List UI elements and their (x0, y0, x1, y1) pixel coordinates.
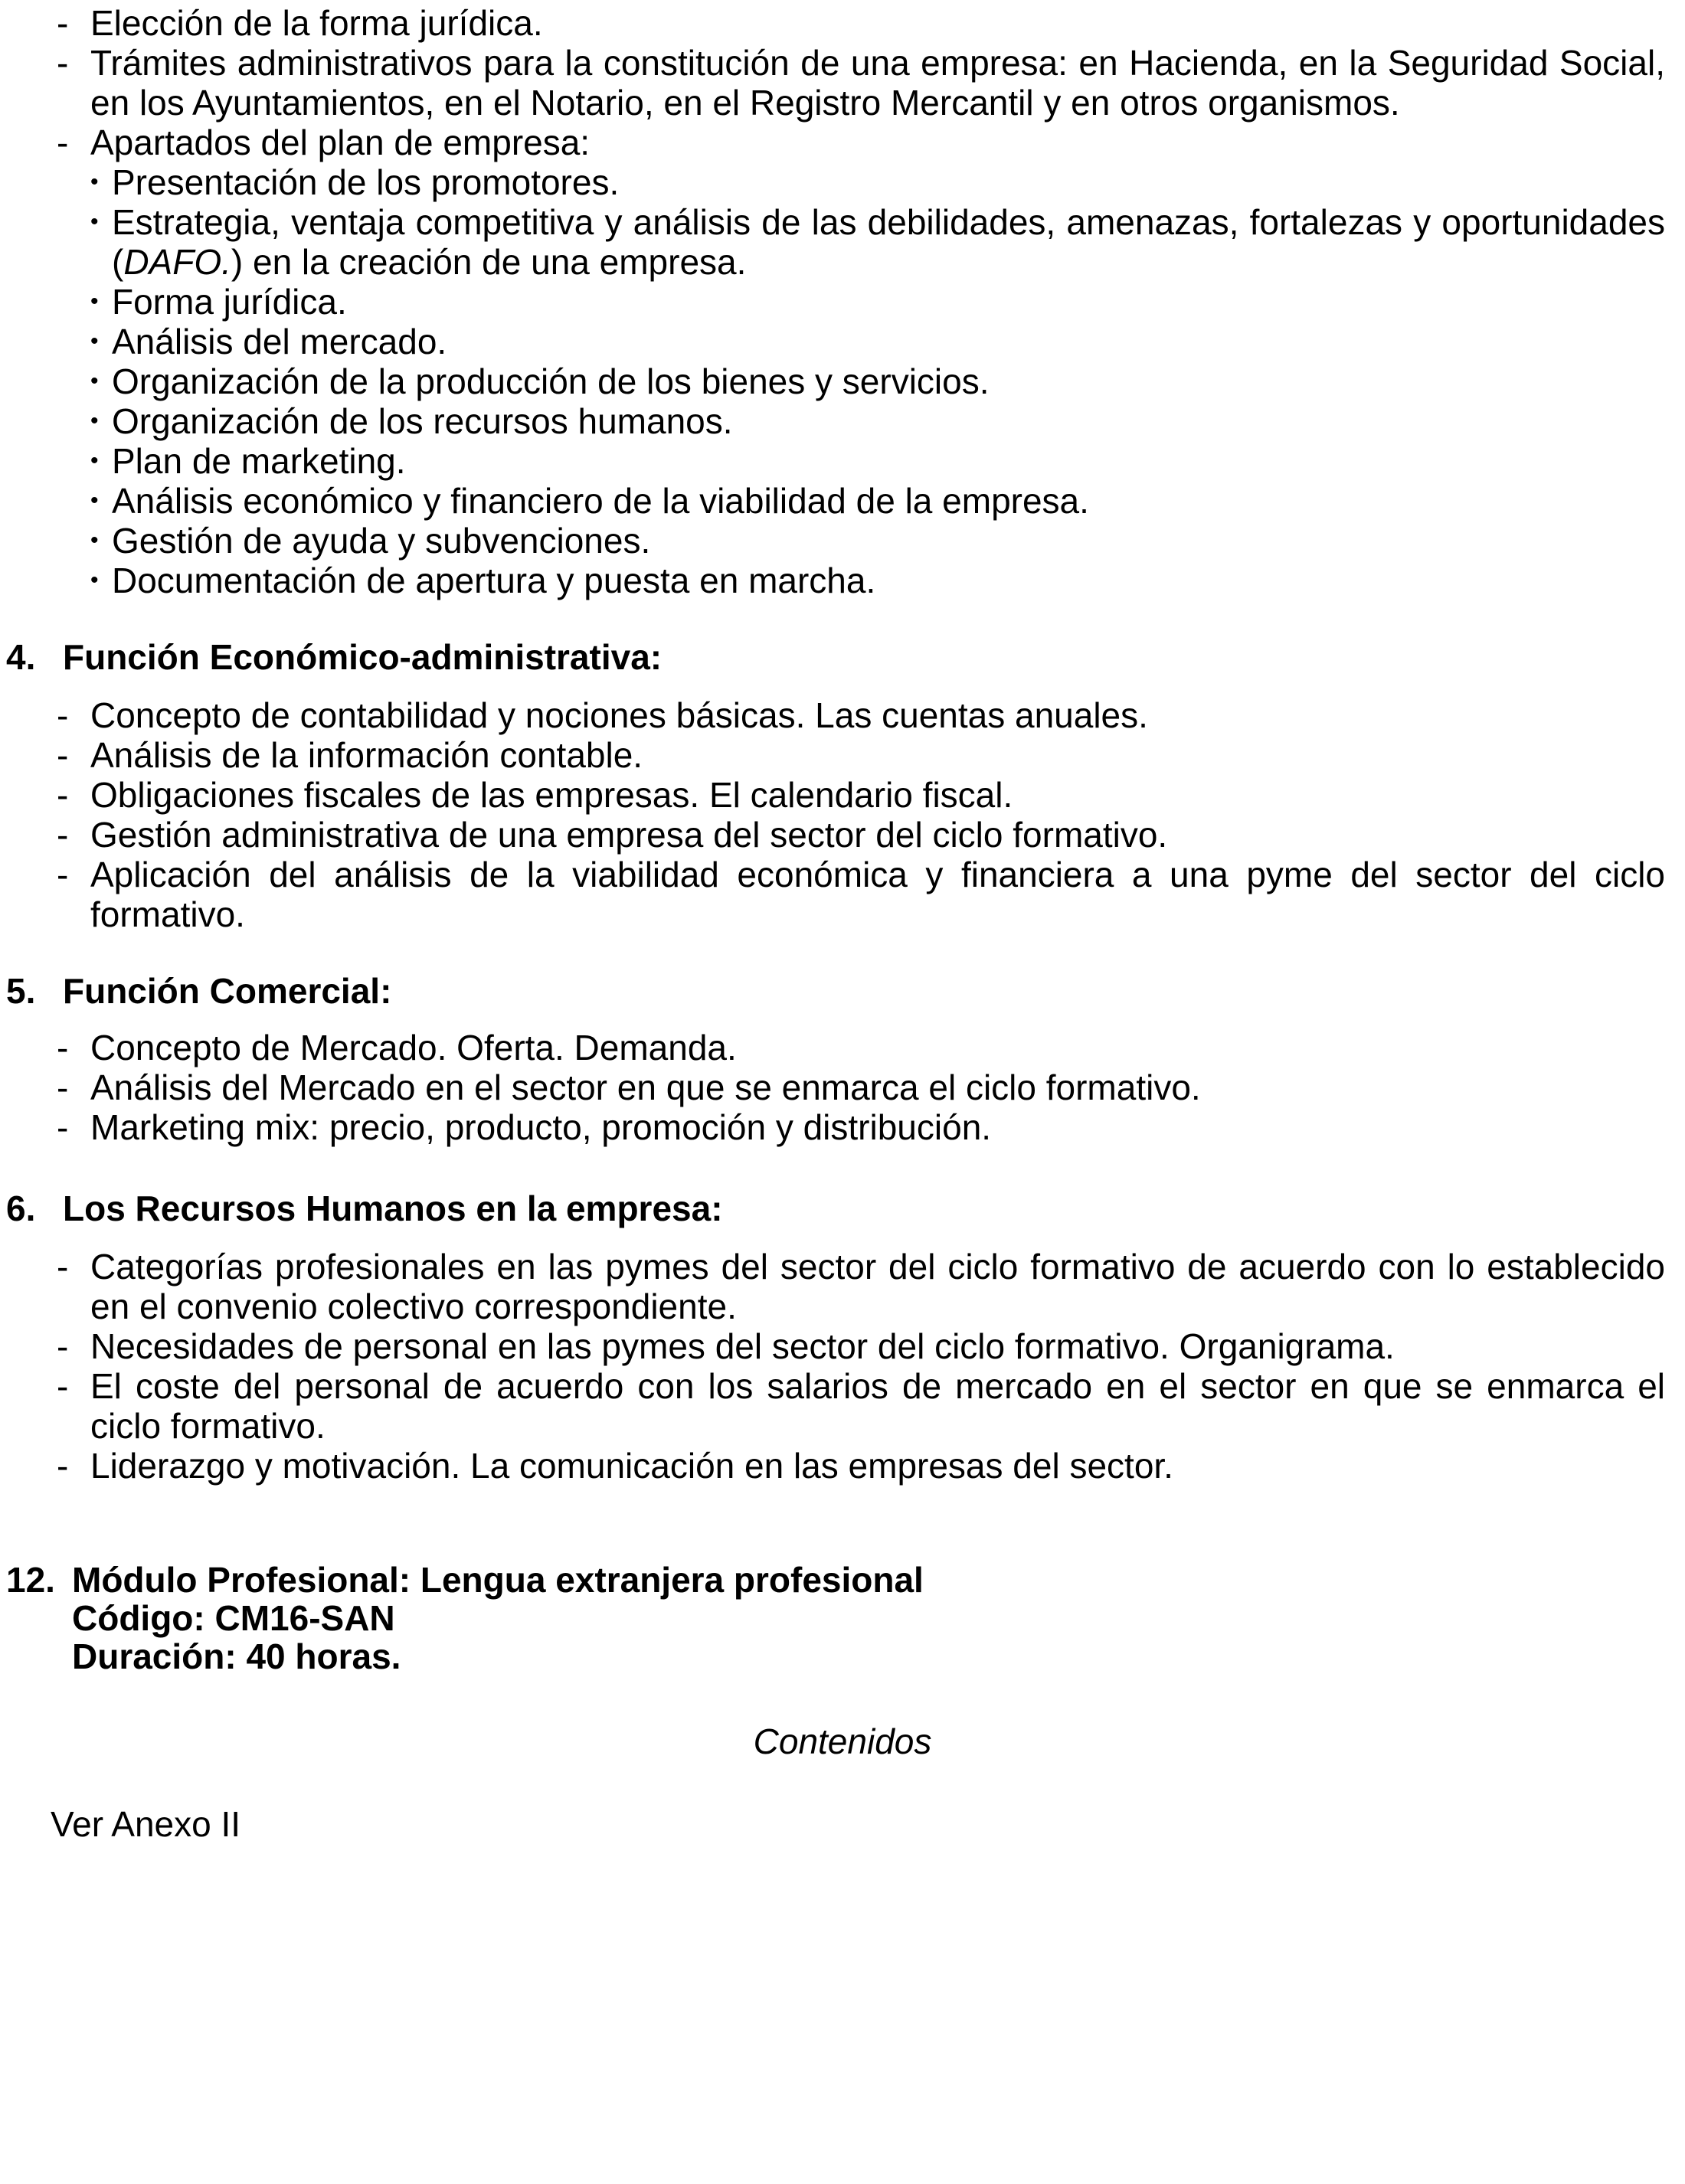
bullet-item (84, 322, 1665, 361)
bullet-item (84, 401, 1665, 441)
bullet-item (84, 561, 1665, 600)
list-item-text: Marketing mix: precio, producto, promoción y distribución. (90, 1107, 992, 1147)
dash-marker: - (57, 1366, 69, 1406)
bullet-item (84, 282, 1665, 322)
section-5-heading (6, 971, 391, 1011)
bullet-marker: • (90, 528, 99, 553)
module-title: Módulo Profesional: Lengua extranjera profesional (72, 1560, 924, 1600)
bullet-item (84, 361, 1665, 401)
dash-marker: - (57, 1446, 69, 1486)
list-item (57, 1107, 1665, 1147)
list-item-text: El coste del personal de acuerdo con los salarios de mercado en el sector en que se enmarca el ciclo formativo. (90, 1366, 1665, 1446)
dash-marker: - (57, 1247, 69, 1287)
strategy-text-italic: DAFO. (123, 242, 231, 282)
section-number: 6. (6, 1188, 36, 1228)
list-item-text: Concepto de Mercado. Oferta. Demanda. (90, 1028, 737, 1067)
top-dash-list (57, 3, 1665, 600)
dash-marker: - (57, 1107, 69, 1147)
list-item (57, 1247, 1665, 1326)
list-item-text: Gestión administrativa de una empresa del sector del ciclo formativo. (90, 815, 1168, 855)
plan-sublist-container (57, 162, 1665, 600)
module-code: Código: CM16-SAN (72, 1598, 395, 1638)
bullet-marker: • (90, 488, 99, 513)
bullet-item-text: Plan de marketing. (112, 441, 406, 481)
module-header (6, 1561, 924, 1676)
bullet-marker: • (90, 289, 99, 314)
bullet-item-text: Gestión de ayuda y subvenciones. (112, 521, 651, 561)
bullet-item (84, 162, 1665, 202)
bullet-item-text: Documentación de apertura y puesta en marcha. (112, 561, 876, 600)
list-item (57, 43, 1665, 123)
dash-marker: - (57, 775, 69, 815)
list-item (57, 1446, 1665, 1486)
list-item (57, 695, 1665, 735)
module-title-line (6, 1561, 924, 1599)
list-item-text: Trámites administrativos para la constitución de una empresa: en Hacienda, en la Seguridad Social, en los Ayuntamientos, en el Notario, en el Registro Mercantil y en otros organismos. (90, 43, 1665, 123)
list-item-text: Elección de la forma jurídica. (90, 3, 543, 43)
list-item (57, 3, 1665, 43)
dash-marker: - (57, 695, 69, 735)
bullet-item-text: Presentación de los promotores. (112, 162, 620, 202)
section-6-heading (6, 1188, 723, 1228)
list-item-text: Análisis del Mercado en el sector en que se enmarca el ciclo formativo. (90, 1067, 1201, 1107)
list-item (57, 855, 1665, 934)
bullet-marker: • (90, 368, 99, 394)
bullet-item (84, 481, 1665, 521)
list-item (57, 775, 1665, 815)
plan-bullet-list (84, 162, 1665, 600)
bullet-item-text: Organización de los recursos humanos. (112, 401, 733, 441)
list-item (57, 815, 1665, 855)
dash-marker: - (57, 123, 69, 162)
list-item-text: Análisis de la información contable. (90, 735, 643, 775)
dash-marker: - (57, 1067, 69, 1107)
list-item (57, 1067, 1665, 1107)
dash-marker: - (57, 3, 69, 43)
bullet-marker: • (90, 567, 99, 593)
bullet-item (84, 441, 1665, 481)
list-item-text: Liderazgo y motivación. La comunicación en las empresas del sector. (90, 1446, 1173, 1486)
dash-marker: - (57, 855, 69, 894)
section-title: Función Comercial: (63, 971, 392, 1011)
section-number: 4. (6, 637, 36, 677)
section-5-list (57, 1028, 1665, 1147)
list-item-text: Obligaciones fiscales de las empresas. El calendario fiscal. (90, 775, 1013, 815)
section-title: Función Económico-administrativa: (63, 637, 663, 677)
dash-marker: - (57, 43, 69, 83)
dash-marker: - (57, 735, 69, 775)
bullet-marker: • (90, 329, 99, 354)
list-item (57, 1366, 1665, 1446)
contents-subtitle: Contenidos (753, 1721, 932, 1761)
bullet-item-text: Análisis económico y financiero de la viabilidad de la empresa. (112, 481, 1089, 521)
list-item-text: Concepto de contabilidad y nociones básicas. Las cuentas anuales. (90, 695, 1148, 735)
bullet-item-text: Forma jurídica. (112, 282, 347, 322)
bullet-item-strategy (84, 202, 1665, 282)
list-item-text: Aplicación del análisis de la viabilidad económica y financiera a una pyme del sector del ciclo formativo. (90, 855, 1665, 934)
list-item (57, 123, 1665, 162)
list-item-text: Necesidades de personal en las pymes del sector del ciclo formativo. Organigrama. (90, 1326, 1395, 1366)
strategy-text-before: Estrategia, ventaja competitiva y análisis de las debilidades, amenazas, fortalezas y oportunidades ( (112, 202, 1665, 282)
section-6-list (57, 1247, 1665, 1486)
list-item (57, 1028, 1665, 1067)
section-4-heading (6, 637, 662, 677)
dash-marker: - (57, 1028, 69, 1067)
module-number: 12. (6, 1560, 55, 1600)
strategy-text-after: ) en la creación de una empresa. (231, 242, 747, 282)
module-duration: Duración: 40 horas. (72, 1636, 401, 1676)
section-title: Los Recursos Humanos en la empresa: (63, 1188, 723, 1228)
bullet-marker: • (90, 209, 99, 234)
bullet-item-text: Análisis del mercado. (112, 322, 447, 361)
bullet-marker: • (90, 448, 99, 473)
section-4-list (57, 695, 1665, 934)
bullet-item-text: Organización de la producción de los bienes y servicios. (112, 361, 990, 401)
dash-marker: - (57, 1326, 69, 1366)
bullet-marker: • (90, 408, 99, 433)
list-item (57, 735, 1665, 775)
list-item (57, 1326, 1665, 1366)
list-item-text: Apartados del plan de empresa: (90, 123, 591, 162)
bullet-marker: • (90, 169, 99, 195)
list-item-text: Categorías profesionales en las pymes del sector del ciclo formativo de acuerdo con lo establecido en el convenio colectivo correspondiente. (90, 1247, 1665, 1326)
see-annex-text: Ver Anexo II (51, 1804, 241, 1844)
section-number: 5. (6, 971, 36, 1011)
dash-marker: - (57, 815, 69, 855)
bullet-item (84, 521, 1665, 561)
